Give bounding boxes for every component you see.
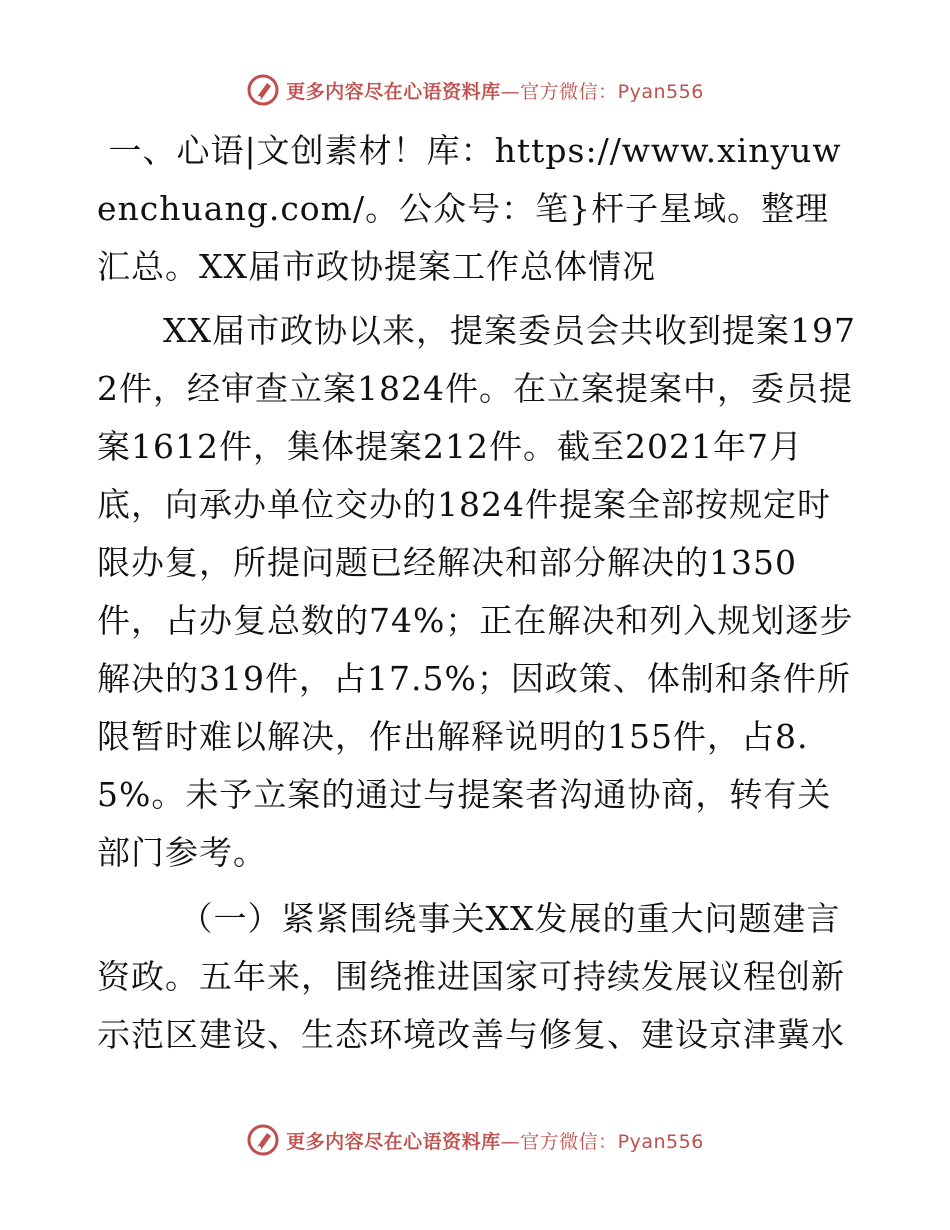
watermark-footer — [0, 1120, 950, 1160]
watermark-text: 更多内容尽在心语资料库—官方微信：Pyan556 — [286, 1130, 704, 1153]
body-paragraph-overview: XX届市政协以来，提案委员会共收到提案1972件，经审查立案1824件。在立案提案中，委员提案1612件，集体提案212件。截至2021年7月底，向承办单位交办的1824件提案全部按规定时限办复，所提问题已经解决和部分解决的1350件，占办复总数的74%；正在解决和列入规划逐步解决的319件，占17.5%；因政策、体制和条件所限暂时难以解决，作出解释说明的155件，占8.5%。未予立案的通过与提案者沟通协商，转有关部门参考。 — [97, 311, 856, 872]
body-paragraph-section-one: （一）紧紧围绕事关XX发展的重大问题建言资政。五年来，围绕推进国家可持续发展议程创新示范区建设、生态环境改善与修复、建设京津冀水 — [97, 899, 845, 1054]
watermark-text: 更多内容尽在心语资料库—官方微信：Pyan556 — [286, 80, 704, 103]
watermark-header — [0, 70, 950, 110]
document-body — [97, 122, 857, 1064]
pen-nib-circle-icon — [246, 73, 280, 107]
heading-paragraph: 一、心语|文创素材！库：https://www.xinyuwenchuang.com/。公众号：笔}杆子星域。整理汇总。XX届市政协提案工作总体情况 — [97, 131, 842, 286]
pen-nib-circle-icon — [246, 1123, 280, 1157]
